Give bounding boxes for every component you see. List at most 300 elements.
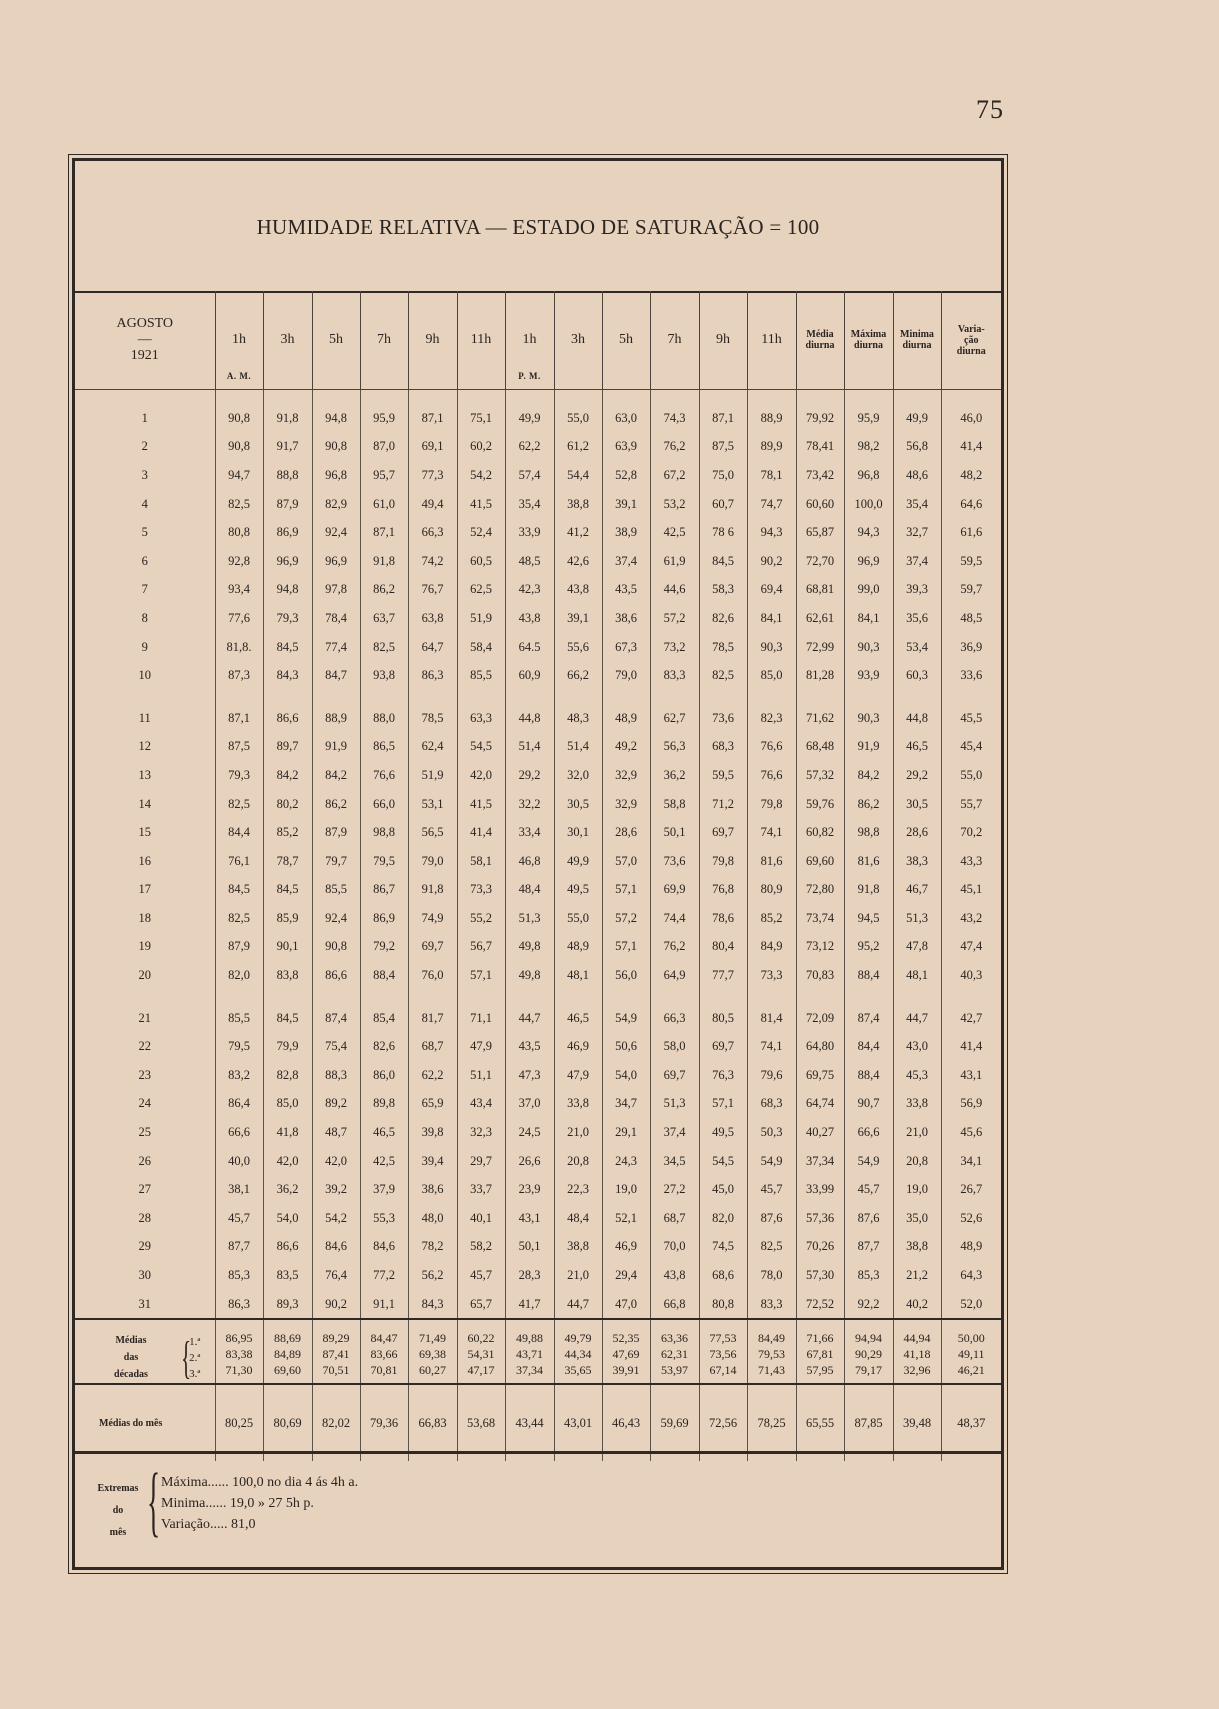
value-cell: 23,9 xyxy=(505,1175,554,1204)
value-cell: 48,9 xyxy=(941,1233,1001,1262)
decade-mean-value: 84,47 xyxy=(370,1331,398,1346)
value-cell: 33,4 xyxy=(505,818,554,847)
month-means-label: Médias do mês xyxy=(75,1384,215,1461)
value-cell: 87,9 xyxy=(312,818,360,847)
value-cell: 49,5 xyxy=(554,876,602,905)
value-cell: 38,3 xyxy=(893,847,941,876)
value-cell: 45,1 xyxy=(941,876,1001,905)
value-cell: 76,6 xyxy=(747,761,796,790)
decade-mean-value: 86,95 xyxy=(225,1331,253,1346)
value-cell: 32,9 xyxy=(602,761,650,790)
spacer-cell xyxy=(312,690,360,704)
value-cell: 87,6 xyxy=(747,1204,796,1233)
value-cell: 95,2 xyxy=(844,933,893,962)
value-cell: 46,7 xyxy=(893,876,941,905)
month-mean-value: 53,68 xyxy=(457,1384,505,1461)
value-cell: 82,5 xyxy=(215,490,263,519)
day-cell: 11 xyxy=(138,710,151,725)
decade-mean-value: 71,30 xyxy=(225,1363,253,1378)
value-cell: 68,7 xyxy=(408,1032,457,1061)
value-cell: 69,75 xyxy=(796,1061,844,1090)
decade-means-cell xyxy=(747,1319,796,1384)
value-cell: 42,6 xyxy=(554,547,602,576)
value-cell: 53,1 xyxy=(408,790,457,819)
value-cell: 95,9 xyxy=(360,404,408,433)
value-cell: 91,8 xyxy=(360,547,408,576)
decade-mean-value: 46,21 xyxy=(957,1363,985,1378)
value-cell: 83,2 xyxy=(215,1061,263,1090)
month-mean-value: 80,69 xyxy=(263,1384,312,1461)
value-cell: 69,7 xyxy=(699,818,747,847)
value-cell: 80,4 xyxy=(699,933,747,962)
value-cell: 53,4 xyxy=(893,633,941,662)
value-cell: 73,3 xyxy=(457,876,505,905)
value-cell: 37,4 xyxy=(602,547,650,576)
value-cell: 90,1 xyxy=(263,933,312,962)
value-cell: 48,7 xyxy=(312,1118,360,1147)
value-cell: 69,7 xyxy=(408,933,457,962)
value-cell: 86,6 xyxy=(312,961,360,990)
value-cell: 64,74 xyxy=(796,1090,844,1119)
value-cell: 20,8 xyxy=(893,1147,941,1176)
value-cell: 51,4 xyxy=(505,733,554,762)
decade-mean-value: 88,69 xyxy=(274,1331,301,1346)
value-cell: 48,4 xyxy=(505,876,554,905)
value-cell: 90,8 xyxy=(215,433,263,462)
humidity-table xyxy=(75,291,1001,1461)
value-cell: 72,52 xyxy=(796,1290,844,1320)
value-cell: 48,3 xyxy=(554,704,602,733)
value-cell: 24,3 xyxy=(602,1147,650,1176)
value-cell: 51,4 xyxy=(554,733,602,762)
value-cell: 45,7 xyxy=(844,1175,893,1204)
value-cell: 76,2 xyxy=(650,433,699,462)
hour-label: 11h xyxy=(761,332,782,347)
value-cell: 26,6 xyxy=(505,1147,554,1176)
value-cell: 69,9 xyxy=(650,876,699,905)
day-cell: 22 xyxy=(138,1039,151,1054)
value-cell: 57,30 xyxy=(796,1261,844,1290)
day-cell: 16 xyxy=(138,853,151,868)
value-cell: 53,2 xyxy=(650,490,699,519)
value-cell: 90,2 xyxy=(747,547,796,576)
decade-mean-value: 57,95 xyxy=(806,1363,834,1378)
value-cell: 37,0 xyxy=(505,1090,554,1119)
value-cell: 51,3 xyxy=(893,904,941,933)
value-cell: 63,0 xyxy=(602,404,650,433)
value-cell: 42,0 xyxy=(457,761,505,790)
value-cell: 85,5 xyxy=(312,876,360,905)
spacer-row xyxy=(75,690,1001,704)
value-cell: 79,8 xyxy=(747,790,796,819)
decade-label-line: Médias xyxy=(115,1335,147,1347)
month-mean-value: 87,85 xyxy=(844,1384,893,1461)
value-cell: 62,7 xyxy=(650,704,699,733)
value-cell: 98,8 xyxy=(844,818,893,847)
value-cell: 64,80 xyxy=(796,1032,844,1061)
table-row xyxy=(75,1204,1001,1233)
decade-mean-value: 44,34 xyxy=(564,1347,592,1362)
spacer-cell xyxy=(457,690,505,704)
value-cell: 36,9 xyxy=(941,633,1001,662)
value-cell: 60,82 xyxy=(796,818,844,847)
value-cell: 82,0 xyxy=(699,1204,747,1233)
day-cell: 5 xyxy=(141,525,148,540)
value-cell: 30,5 xyxy=(893,790,941,819)
value-cell: 45,6 xyxy=(941,1118,1001,1147)
decade-mean-value: 52,35 xyxy=(612,1331,640,1346)
value-cell: 46,5 xyxy=(554,1004,602,1033)
value-cell: 58,0 xyxy=(650,1032,699,1061)
spacer-cell xyxy=(699,690,747,704)
value-cell: 62,5 xyxy=(457,576,505,605)
value-cell: 84,7 xyxy=(312,661,360,690)
decade-means-cell xyxy=(263,1319,312,1384)
value-cell: 77,3 xyxy=(408,461,457,490)
value-cell: 68,6 xyxy=(699,1261,747,1290)
spacer-cell xyxy=(408,690,457,704)
value-cell: 78,5 xyxy=(699,633,747,662)
day-cell: 14 xyxy=(138,796,151,811)
value-cell: 40,3 xyxy=(941,961,1001,990)
decade-label-wrap xyxy=(83,1332,215,1383)
value-cell: 92,4 xyxy=(312,904,360,933)
table-row xyxy=(75,1147,1001,1176)
value-cell: 48,6 xyxy=(893,461,941,490)
value-cell: 85,5 xyxy=(215,1004,263,1033)
value-cell: 34,5 xyxy=(650,1147,699,1176)
month-mean-value: 43,01 xyxy=(554,1384,602,1461)
value-cell: 91,8 xyxy=(263,404,312,433)
value-cell: 48,2 xyxy=(941,461,1001,490)
decade-means-cell xyxy=(941,1319,1001,1384)
decade-mean-value: 67,81 xyxy=(806,1347,834,1362)
value-cell: 90,7 xyxy=(844,1090,893,1119)
value-cell: 78,0 xyxy=(747,1261,796,1290)
value-cell: 78,41 xyxy=(796,433,844,462)
value-cell: 83,3 xyxy=(650,661,699,690)
value-cell: 42,5 xyxy=(360,1147,408,1176)
value-cell: 66,6 xyxy=(844,1118,893,1147)
spacer-cell xyxy=(360,390,408,405)
spacer-cell xyxy=(602,990,650,1004)
value-cell: 86,3 xyxy=(215,1290,263,1320)
value-cell: 87,9 xyxy=(263,490,312,519)
value-cell: 70,0 xyxy=(650,1233,699,1262)
decade-mean-value: 54,31 xyxy=(467,1347,495,1362)
value-cell: 90,3 xyxy=(844,633,893,662)
value-cell: 77,2 xyxy=(360,1261,408,1290)
value-cell: 83,5 xyxy=(263,1261,312,1290)
value-cell: 32,7 xyxy=(893,518,941,547)
decade-means-cell xyxy=(312,1319,360,1384)
page-number: 75 xyxy=(976,95,1004,124)
value-cell: 29,1 xyxy=(602,1118,650,1147)
spacer-cell xyxy=(796,390,844,405)
decade-mean-value: 47,69 xyxy=(612,1347,640,1362)
value-cell: 81,7 xyxy=(408,1004,457,1033)
value-cell: 41,2 xyxy=(554,518,602,547)
value-cell: 65,7 xyxy=(457,1290,505,1320)
day-cell: 19 xyxy=(138,939,151,954)
spacer-row xyxy=(75,990,1001,1004)
table-row xyxy=(75,433,1001,462)
value-cell: 54,9 xyxy=(844,1147,893,1176)
value-cell: 47,4 xyxy=(941,933,1001,962)
value-cell: 19,0 xyxy=(893,1175,941,1204)
value-cell: 28,6 xyxy=(602,818,650,847)
minima-header-line: Minima xyxy=(900,329,934,340)
value-cell: 93,4 xyxy=(215,576,263,605)
value-cell: 45,0 xyxy=(699,1175,747,1204)
day-cell: 13 xyxy=(138,767,151,782)
value-cell: 84,5 xyxy=(263,876,312,905)
value-cell: 88,9 xyxy=(312,704,360,733)
value-cell: 26,7 xyxy=(941,1175,1001,1204)
value-cell: 91,1 xyxy=(360,1290,408,1320)
value-cell: 84,4 xyxy=(844,1032,893,1061)
day-cell: 18 xyxy=(138,910,151,925)
value-cell: 86,2 xyxy=(844,790,893,819)
decade-mean-value: 73,56 xyxy=(709,1347,737,1362)
value-cell: 57,1 xyxy=(602,933,650,962)
decade-mean-value: 44,94 xyxy=(903,1331,931,1346)
value-cell: 44,7 xyxy=(893,1004,941,1033)
day-cell: 30 xyxy=(138,1268,151,1283)
decade-mean-value: 67,14 xyxy=(709,1363,737,1378)
value-cell: 41,4 xyxy=(941,433,1001,462)
spacer-cell xyxy=(602,690,650,704)
humidity-table-container xyxy=(75,291,1001,1461)
decade-mean-value: 32,96 xyxy=(903,1363,931,1378)
hour-header xyxy=(457,291,505,390)
value-cell: 82,3 xyxy=(747,704,796,733)
value-cell: 41,5 xyxy=(457,490,505,519)
value-cell: 43,5 xyxy=(505,1032,554,1061)
value-cell: 87,7 xyxy=(215,1233,263,1262)
decade-means-row xyxy=(75,1319,1001,1384)
value-cell: 76,6 xyxy=(360,761,408,790)
value-cell: 39,3 xyxy=(893,576,941,605)
value-cell: 84,1 xyxy=(844,604,893,633)
month-mean-value: 59,69 xyxy=(650,1384,699,1461)
value-cell: 29,2 xyxy=(505,761,554,790)
value-cell: 81,6 xyxy=(844,847,893,876)
value-cell: 33,8 xyxy=(893,1090,941,1119)
decade-mean-value: 41,18 xyxy=(903,1347,931,1362)
value-cell: 51,9 xyxy=(408,761,457,790)
value-cell: 40,27 xyxy=(796,1118,844,1147)
value-cell: 79,92 xyxy=(796,404,844,433)
value-cell: 84,2 xyxy=(844,761,893,790)
value-cell: 86,6 xyxy=(263,704,312,733)
month-mean-value: 79,36 xyxy=(360,1384,408,1461)
brace-glyph: { xyxy=(147,1457,161,1544)
value-cell: 72,99 xyxy=(796,633,844,662)
value-cell: 41,7 xyxy=(505,1290,554,1320)
table-row xyxy=(75,490,1001,519)
value-cell: 85,2 xyxy=(747,904,796,933)
month-label: AGOSTO xyxy=(116,316,174,331)
decade-mean-value: 83,66 xyxy=(370,1347,398,1362)
day-cell: 2 xyxy=(141,439,148,454)
value-cell: 84,9 xyxy=(747,933,796,962)
value-cell: 91,9 xyxy=(312,733,360,762)
value-cell: 40,2 xyxy=(893,1290,941,1320)
value-cell: 37,4 xyxy=(650,1118,699,1147)
decade-mean-value: 62,31 xyxy=(661,1347,688,1362)
decade-mean-value: 94,94 xyxy=(855,1331,882,1346)
table-row xyxy=(75,847,1001,876)
value-cell: 85,0 xyxy=(747,661,796,690)
value-cell: 55,3 xyxy=(360,1204,408,1233)
value-cell: 46,8 xyxy=(505,847,554,876)
value-cell: 74,4 xyxy=(650,904,699,933)
value-cell: 78,2 xyxy=(408,1233,457,1262)
value-cell: 86,2 xyxy=(360,576,408,605)
value-cell: 55,0 xyxy=(554,404,602,433)
value-cell: 68,3 xyxy=(747,1090,796,1119)
value-cell: 94,7 xyxy=(215,461,263,490)
hour-header xyxy=(215,291,263,390)
day-cell: 28 xyxy=(138,1210,151,1225)
value-cell: 43,4 xyxy=(457,1090,505,1119)
value-cell: 79,5 xyxy=(360,847,408,876)
table-row xyxy=(75,961,1001,990)
value-cell: 52,1 xyxy=(602,1204,650,1233)
value-cell: 60,2 xyxy=(457,433,505,462)
decade-mean-value: 77,53 xyxy=(709,1331,737,1346)
value-cell: 80,8 xyxy=(215,518,263,547)
header-row xyxy=(75,291,1001,390)
value-cell: 54,0 xyxy=(263,1204,312,1233)
decade-means-cell xyxy=(699,1319,747,1384)
decade-means-cell xyxy=(796,1319,844,1384)
decade-means-cell xyxy=(408,1319,457,1384)
value-cell: 89,9 xyxy=(747,433,796,462)
day-cell: 20 xyxy=(138,968,151,983)
spacer-cell xyxy=(505,690,554,704)
variacao-header xyxy=(941,291,1001,390)
value-cell: 88,4 xyxy=(844,1061,893,1090)
value-cell: 62,2 xyxy=(505,433,554,462)
value-cell: 21,0 xyxy=(554,1118,602,1147)
spacer-cell xyxy=(747,990,796,1004)
minima-header xyxy=(893,291,941,390)
value-cell: 98,8 xyxy=(360,818,408,847)
value-cell: 76,6 xyxy=(747,733,796,762)
value-cell: 28,6 xyxy=(893,818,941,847)
value-cell: 45,7 xyxy=(457,1261,505,1290)
value-cell: 38,6 xyxy=(408,1175,457,1204)
value-cell: 74,2 xyxy=(408,547,457,576)
table-row xyxy=(75,761,1001,790)
hour-header xyxy=(505,291,554,390)
value-cell: 64,3 xyxy=(941,1261,1001,1290)
value-cell: 73,3 xyxy=(747,961,796,990)
value-cell: 43,1 xyxy=(505,1204,554,1233)
spacer-cell xyxy=(75,390,215,405)
value-cell: 54,5 xyxy=(457,733,505,762)
value-cell: 21,0 xyxy=(893,1118,941,1147)
variacao-header-line: diurna xyxy=(956,345,986,357)
value-cell: 43,0 xyxy=(893,1032,941,1061)
value-cell: 57,2 xyxy=(650,604,699,633)
value-cell: 96,8 xyxy=(844,461,893,490)
value-cell: 91,8 xyxy=(408,876,457,905)
month-mean-value: 46,43 xyxy=(602,1384,650,1461)
hour-label: 5h xyxy=(329,332,343,347)
hour-label: 9h xyxy=(425,332,440,347)
spacer-cell xyxy=(215,990,263,1004)
table-title: HUMIDADE RELATIVA — ESTADO DE SATURAÇÃO = 100 xyxy=(256,215,820,239)
value-cell: 41,4 xyxy=(457,818,505,847)
value-cell: 88,0 xyxy=(360,704,408,733)
hour-label: 7h xyxy=(377,332,391,347)
value-cell: 74,9 xyxy=(408,904,457,933)
value-cell: 38,8 xyxy=(554,490,602,519)
day-cell: 23 xyxy=(138,1067,151,1082)
table-row xyxy=(75,1061,1001,1090)
value-cell: 61,2 xyxy=(554,433,602,462)
value-cell: 48,5 xyxy=(941,604,1001,633)
decade-mean-value: 39,91 xyxy=(612,1363,640,1378)
value-cell: 80,9 xyxy=(747,876,796,905)
day-cell: 15 xyxy=(138,825,151,840)
value-cell: 86,9 xyxy=(360,904,408,933)
value-cell: 60,3 xyxy=(893,661,941,690)
value-cell: 74,1 xyxy=(747,1032,796,1061)
value-cell: 42,0 xyxy=(312,1147,360,1176)
value-cell: 29,7 xyxy=(457,1147,505,1176)
year-label: 1921 xyxy=(130,348,159,363)
table-row xyxy=(75,904,1001,933)
value-cell: 33,7 xyxy=(457,1175,505,1204)
decade-means-cell xyxy=(602,1319,650,1384)
month-means-row xyxy=(75,1384,1001,1461)
value-cell: 73,42 xyxy=(796,461,844,490)
value-cell: 62,4 xyxy=(408,733,457,762)
value-cell: 77,6 xyxy=(215,604,263,633)
value-cell: 68,3 xyxy=(699,733,747,762)
decade-label-words xyxy=(83,1332,179,1383)
spacer-cell xyxy=(457,390,505,405)
value-cell: 33,9 xyxy=(505,518,554,547)
spacer-cell xyxy=(505,990,554,1004)
value-cell: 83,3 xyxy=(747,1290,796,1320)
media-header-line: Média xyxy=(806,329,834,340)
value-cell: 87,1 xyxy=(699,404,747,433)
value-cell: 21,2 xyxy=(893,1261,941,1290)
value-cell: 32,2 xyxy=(505,790,554,819)
value-cell: 48,9 xyxy=(554,933,602,962)
day-cell: 1 xyxy=(141,410,148,425)
value-cell: 56,7 xyxy=(457,933,505,962)
table-row xyxy=(75,661,1001,690)
month-mean-value: 78,25 xyxy=(747,1384,796,1461)
value-cell: 69,60 xyxy=(796,847,844,876)
spacer-cell xyxy=(360,990,408,1004)
day-cell: 4 xyxy=(141,496,148,511)
value-cell: 91,9 xyxy=(844,733,893,762)
value-cell: 55,6 xyxy=(554,633,602,662)
spacer-cell xyxy=(747,690,796,704)
value-cell: 73,6 xyxy=(699,704,747,733)
decade-mean-value: 53,97 xyxy=(661,1363,688,1378)
value-cell: 73,2 xyxy=(650,633,699,662)
value-cell: 90,8 xyxy=(312,433,360,462)
decade-mean-value: 70,81 xyxy=(370,1363,398,1378)
